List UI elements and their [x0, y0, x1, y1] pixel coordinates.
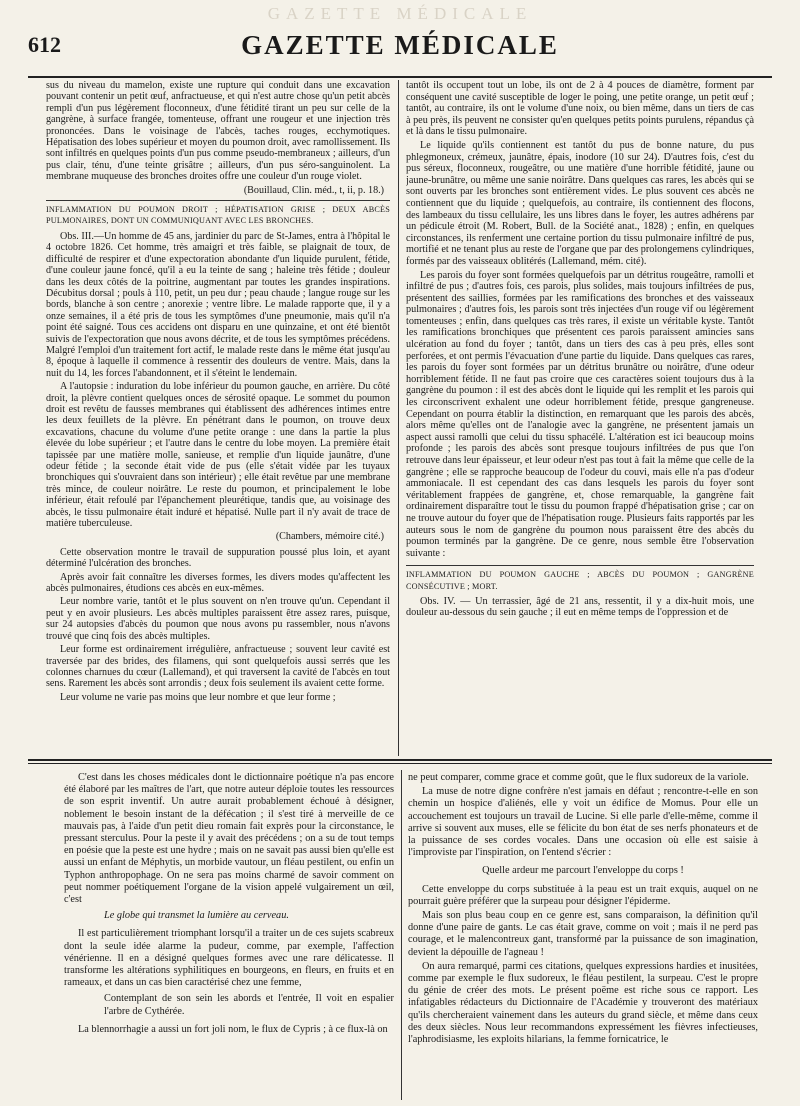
paragraph: La muse de notre digne confrère n'est jamais en défaut ; rencontre-t-elle en son chemin un hospice d'aliénés, elle y voit un édifice de Momus. Pour elle un accouchement est toujours un travail de Lucine. Si elle parle d'elle-même, comme il arrive si souvent aux muses, elle se félicite du bon état de ses nerfs phonateurs et de la puissance de ses cordes vocales. Dans une occasion où elle est saisie à l'improviste par l'inspiration, on l'entend s'écrier : — [408, 786, 758, 859]
paragraph: Leur forme est ordinairement irrégulière, anfractueuse ; souvent leur cavité est traversée par des brides, des filamens, qui sont quelquefois aussi serrés que les colonnes charnues du cœur (Lallemand), et qui traversent la cavité de l'abcès en tout sens. Rarement les abcès sont arrondis ; deux fois seulement ils avaient cette forme. — [46, 644, 390, 690]
citation: (Bouillaud, Clin. méd., t, ii, p. 18.) — [243, 184, 384, 196]
page-header — [28, 30, 772, 70]
paragraph: Après avoir fait connaître les diverses formes, les divers modes qu'affectent les abcès pulmonaires, étudions ces abcès en eux-mêmes. — [46, 571, 390, 595]
header-rule — [28, 76, 772, 78]
page-number: 612 — [28, 32, 61, 57]
verse-line: Quelle ardeur me parcourt l'enveloppe du corps ! — [482, 865, 684, 877]
paragraph: Obs. IV. — Un terrassier, âgé de 21 ans, ressentit, il y a dix-huit mois, une douleur au-dessous du sein gauche ; il eut en même temps de l'oppression et de — [406, 595, 754, 619]
paragraph: sus du niveau du mamelon, existe une rupture qui conduit dans une excavation pouvant contenir un petit œuf, anfractueuse, et qui n'est autre chose qu'un petit abcès rempli d'un pus légèrement floconneux, d'une fétidité tirant un peu sur celle de la gangrène, à surface frangée, tomenteuse, offrant une rougeur et une injection très prononcées. Dans le voisinage de l'abcès, taches rouges, ecchymotiques. Hépatisation des lobes supérieur et moyen du poumon droit, avec ramollissement. Ils sont infiltrés en quelques points d'un pus comme pseudo-membraneux ; ailleurs, d'un pus clair, ténu, d'une teinte grisâtre ; ailleurs, d'un pus séro-sanguinolent. La membrane muqueuse des bronches droites offre une couleur d'un rouge violet. — [46, 80, 390, 183]
paragraph: C'est dans les choses médicales dont le dictionnaire poétique n'a pas encore été élaboré par les maîtres de l'art, que notre auteur déploie toutes les ressources de son esprit inventif. Un autre aurait probablement échoué à désigner, noblement le besoin instant de la défécation ; il s'est tiré à merveille de ce mauvais pas, à l'aide d'un petit dieu romain fait exprès pour la circonstance, le pressant sterculus. Pour la peste il y avait des précédens ; on a su de tout temps en poésie que la peste est une hydre ; mais on ne savait pas aussi bien qu'elle est aussi un enfant de Méphytis, un morbide vautour, un fléau pestilent, ou enfin un Typhon anthropophage. On ne sera pas moins charmé de savoir comment on peut nommer poétiquement l'organe de la vision appelé vulgairement un œil, c'est — [64, 772, 394, 906]
paragraph: La blennorrhagie a aussi un fort joli nom, le flux de Cypris ; à ce flux-là on — [78, 1023, 388, 1035]
column-right-lower — [408, 772, 758, 1100]
verse-lines: Contemplant de son sein les abords et l'entrée, Il voit en espalier l'arbre de Cythérée. — [104, 993, 394, 1017]
feuilleton-rule — [28, 759, 772, 761]
paragraph: Les parois du foyer sont formées quelquefois par un détritus rougeâtre, ramolli et infiltré de pus ; d'autres fois, ces parois, plus solides, mais toujours infiltrées de pus, présentent des saillies, formées par les ramifications des bronches et des vaisseaux pulmonaires ; d'autres fois, les parois sont très injectées d'un rouge vif ou légèrement tomenteuses ; enfin, dans quelques cas très rares, il existe un véritable kyste. Tantôt les ramifications bronchiques que présentent ces parois paraissent amincies sans ulcération au fond du foyer ; tantôt, dans un tiers des cas à peu près, elles sont perforées, et ont permis l'évacuation d'une partie du liquide. Dans quelques cas rares, les parois du foyer sont formées par un détritus brunâtre ou noirâtre, d'une odeur horriblement fétide. Il ne faut pas croire que ces caractères soient toujours dus à la gangrène du poumon : il est des abcès dont le liquide qui les remplit et les parois qui les circonscrivent exhalent une odeur horriblement fétide, presque gangreneuse. Cependant on pourra établir la distinction, en remarquant que les parois des abcès, alors même qu'elles ont de l'analogie avec la gangrène, ne présentent jamais un aspect aussi ramolli que celui du tissu sphacélé. L'altération est ici beaucoup moins profonde ; les parois des abcès sont presque toujours infiltrées de pus que l'on retrouve dans leur épaisseur, et leur odeur n'est pas tout à fait la même que celle de la gangrène ; elle se rapproche beaucoup de l'odeur du couvi, mais elle n'a pas d'odeur ammoniacale. Il est cependant des cas dans lesquels les parois du foyer sont véritablement frappées de gangrène, et, chose remarquable, la gangrène fait ordinairement disparaître tout le tissu du poumon frappé d'hépatisation grise ; car on ne trouve autour du foyer que de l'hépatisation rouge. Plusieurs faits rapportés par les auteurs sous le nom de gangrène du poumon nous paraissent être des abcès du poumon terminés par la gangrène. De ce genre, nous semble être l'observation suivante : — [406, 269, 754, 559]
section-heading: INFLAMMATION DU POUMON GAUCHE ; ABCÈS DU POUMON ; GANGRÈNE CONSÉCUTIVE ; MORT. — [406, 565, 754, 592]
paragraph: Cette enveloppe du corps substituée à la peau est un trait exquis, auquel on ne pourrait guère préférer que la surpeau pour désigner l'épiderme. — [408, 883, 758, 907]
paragraph: Il est particulièrement triomphant lorsqu'il a traiter un de ces sujets scabreux dont la seule idée alarme la pudeur, comme, par exemple, l'affection vénérienne. Il en a désigné quelques formes avec une rare délicatesse. Il transforme les altérations syphilitiques en bourgeons, en fleurs, en fruits et en rameaux, et dans un cas bien caractérisé chez une femme, — [64, 928, 394, 989]
column-divider-lower — [401, 770, 402, 1100]
column-divider — [398, 80, 399, 756]
paragraph: A l'autopsie : induration du lobe inférieur du poumon gauche, en arrière. Du côté droit, la plèvre contient quelques onces de sérosité opaque. Le sommet du poumon droit est revêtu de fausses membranes qui établissent des adhérences intimes entre les deux feuillets de la plèvre. En pénétrant dans le poumon, on trouve deux excavations, chacune du volume d'une petite orange : une dans la partie la plus élevée du lobe supérieur ; et l'autre dans le centre du lobe moyen. La première était tapissée par une matière molle, sanieuse, et remplie d'un liquide jaunâtre, d'une odeur fétide ; la seconde était vide de pus (elle s'était vidée par les tuyaux bronchiques qui s'ouvraient dans son intérieur) ; elle était revêtue par une membrane très mince, de couleur noirâtre. Le reste du poumon, et principalement le lobe inférieur, était refoulé par l'épanchement pleurétique, tandis que, au voisinage des abcès, le tissu pulmonaire était induré et hépatisé. Nulle part il n'y avait de trace de matière tuberculeuse. — [46, 381, 390, 530]
bleed-through-header: GAZETTE MÉDICALE — [267, 4, 533, 23]
paragraph: tantôt ils occupent tout un lobe, ils ont de 2 à 4 pouces de diamètre, forment par conséquent une cavité susceptible de loger le poing, une petite orange, un petit œuf ; tantôt, au contraire, ils ont le volume d'une noix, ou bien même, dans un tiers de cas à peu près, ils peuvent ne consister qu'en quelques petits points purulens, répandus çà et là dans le tissu pulmonaire. — [406, 80, 754, 138]
paragraph: ne peut comparer, comme grace et comme goût, que le flux sudoreux de la variole. — [408, 772, 749, 783]
section-heading: INFLAMMATION DU POUMON DROIT ; HÉPATISATION GRISE ; DEUX ABCÈS PULMONAIRES, DONT UN COMMUNIQUANT AVEC LES BRONCHES. — [46, 200, 390, 227]
paragraph: Mais son plus beau coup en ce genre est, sans comparaison, la définition qu'il donne d'une paire de gants. Le cas était grave, comme on voit ; mais il ne perd pas courage, et le malencontreux gant, transformé par la puissance de son imagination, devient la dépouille de l'agneau ! — [408, 910, 758, 958]
column-left-lower — [64, 772, 394, 1100]
paragraph: Leur nombre varie, tantôt et le plus souvent on n'en trouve qu'un. Cependant il peut y en avoir plusieurs. Les abcès multiples paraissent être assez rares, puisque, sur 24 autopsies d'abcès du poumon que nous avons pu rassembler, nous n'avons trouvé que cinq fois des abcès multiples. — [46, 596, 390, 642]
paragraph: Le liquide qu'ils contiennent est tantôt du pus de bonne nature, du pus phlegmoneux, crémeux, jaunâtre, épais, inodore (10 sur 24). D'autres fois, c'est du pus séreux, floconneux, rougeâtre, ou une matière d'une horrible fétidité, jaune ou jaune-brunâtre, ou même une sanie noirâtre. Dans quelques cas rares, les abcès qui se sont ouverts par les bronches sont entièrement vides. Le plus souvent ces abcès ne contiennent que du liquide ; quelquefois, au contraire, ils contiennent des flocons, des lambeaux du tissu cellulaire, les uns libres dans le foyer, les autres adhérens par un pédicule étroit (M. Robert, Bull. de la Société anat., 1828) ; enfin, en quelques circonstances, ils renferment une certaine portion du tissu pulmonaire infiltré de pus, mortifié et ne tenant plus au reste de l'organe que par des prolongemens cylindriques, formés par des vaisseaux oblitérés (Lallemand, mém. cité). — [406, 139, 754, 267]
verse-line: Le globe qui transmet la lumière au cerveau. — [104, 910, 289, 922]
paragraph: Leur volume ne varie pas moins que leur nombre et que leur forme ; — [60, 691, 336, 703]
paragraph: Obs. III.—Un homme de 45 ans, jardinier du parc de St-James, entra à l'hôpital le 4 octobre 1826. Cet homme, très amaigri et très faible, se plaignait de toux, de difficulté de respirer et d'une expectoration abondante d'un liquide purulent, fétide, d'une couleur jaune foncé, qu'il a eu la teinte de sang ; haleine très fétide ; douleur dans les deux côtés de la poitrine, augmentant par toutes les grandes inspirations. Décubitus dorsal ; pouls à 110, petit, un peu dur ; peau chaude ; langue rouge sur les bords, blanche à son centre ; anorexie ; ventre libre. Le malade rapporte que, il y a onze semaines, il a été pris de tous les symptômes d'une pneumonie, mais qu'il n'a point été saigné. Tous ces accidens ont disparu en une quinzaine, et ont été bientôt suivis de l'expectoration que nous avons décrite, et de tous les symptômes précédens. Malgré l'emploi d'un traitement fort actif, le malade reste dans le même état jusqu'au 8, époque à laquelle il commence à ressentir des douleurs de ventre. Mais, dans la nuit du 14, les forces l'abandonnent, et il s'éteint le lendemain. — [46, 230, 390, 379]
column-left-upper — [46, 80, 390, 756]
paragraph: Cette observation montre le travail de suppuration poussé plus loin, et ayant déterminé l'ulcération des bronches. — [46, 546, 390, 570]
paragraph: On aura remarqué, parmi ces citations, quelques expressions hardies et inusitées, comme par exemple le flux sudoreux, le fléau pestilent, la surpeau. C'est le propre du génie de créer des mots. Le présent poëme est riche sous ce rapport. Les infatigables rédacteurs du Dictionnaire de l'Académie y trouveront des matériaux qu'ils chercheraient vainement dans les auteurs du grand siècle, et même dans ceux des deux siècles. Nous leur recommandons expressément les fièvres infectieuses, l'aphrodisiasme, les exploits hilarians, la femme fornicatrice, le — [408, 960, 758, 1046]
feuilleton-rule-thin — [28, 763, 772, 764]
citation: (Chambers, mémoire cité.) — [275, 531, 384, 543]
masthead-title: GAZETTE MÉDICALE — [241, 30, 559, 60]
column-right-upper — [406, 80, 754, 756]
